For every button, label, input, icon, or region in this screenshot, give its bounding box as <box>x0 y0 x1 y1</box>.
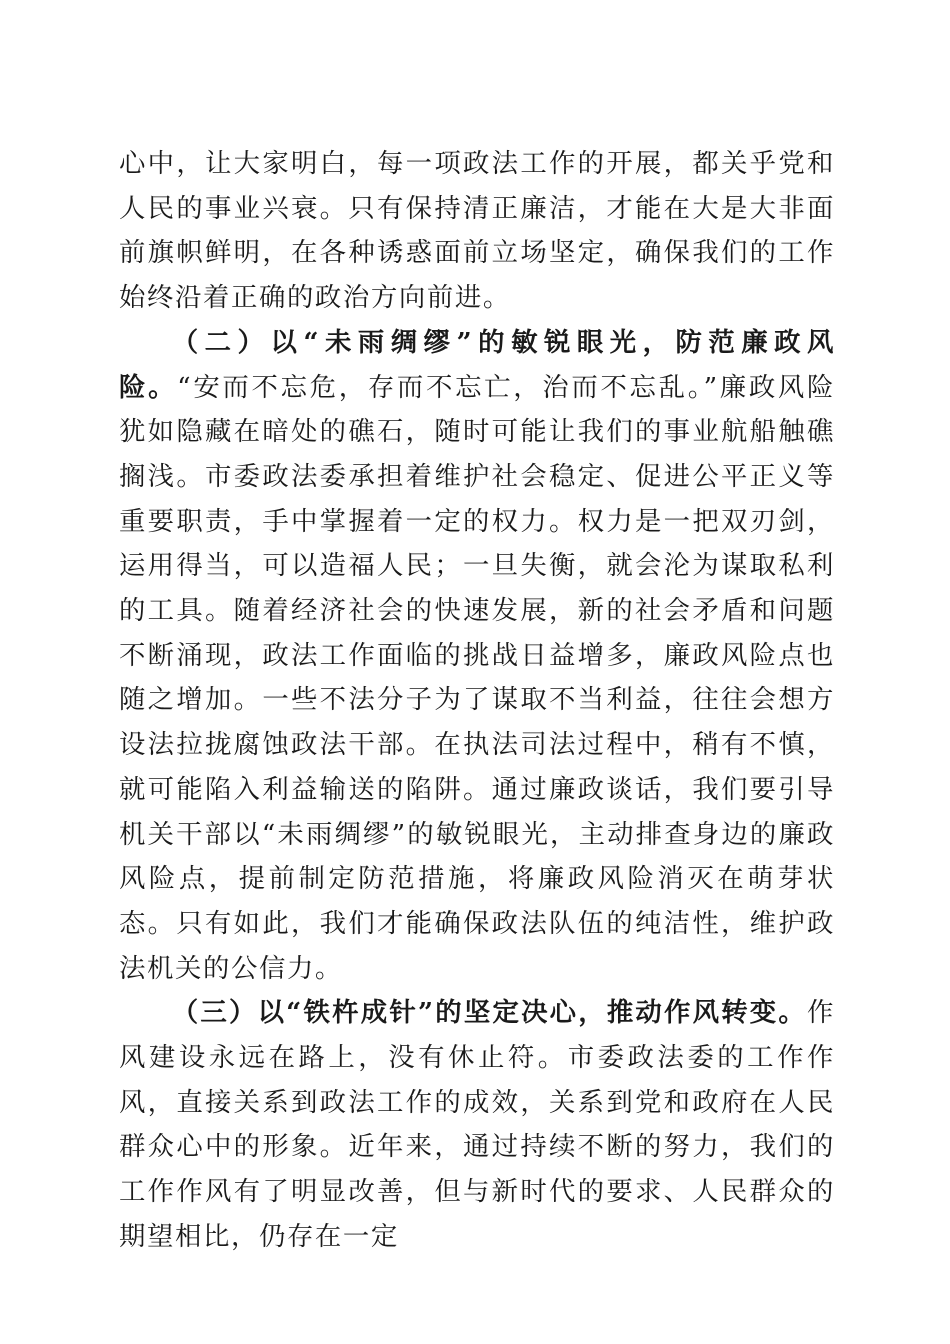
paragraph-text: “安而不忘危，存而不忘亡，治而不忘乱。”廉政风险犹如隐藏在暗处的礁石，随时可能让我们的事业航船触礁搁浅。市委政法委承担着维护社会稳定、促进公平正义等重要职责，手中掌握着一定的权力。权力是一把双刃剑，运用得当，可以造福人民；一旦失衡，就会沦为谋取私利的工具。随着经济社会的快速发展，新的社会矛盾和问题不断涌现，政法工作面临的挑战日益增多，廉政风险点也随之增加。一些不法分子为了谋取不当利益，往往会想方设法拉拢腐蚀政法干部。在执法司法过程中，稍有不慎，就可能陷入利益输送的陷阱。通过廉政谈话，我们要引导机关干部以“未雨绸缪”的敏锐眼光，主动排查身边的廉政风险点，提前制定防范措施，将廉政风险消灭在萌芽状态。只有如此，我们才能确保政法队伍的纯洁性，维护政法机关的公信力。 <box>119 371 836 984</box>
paragraph-text: 作风建设永远在路上，没有休止符。市委政法委的工作作风，直接关系到政法工作的成效，关系到党和政府在人民群众心中的形象。近年来，通过持续不断的努力，我们的工作作风有了明显改善，但与新时代的要求、人民群众的期望相比，仍存在一定 <box>119 997 835 1252</box>
paragraph-section-3 <box>119 991 835 1259</box>
paragraph-text: 心中，让大家明白，每一项政法工作的开展，都关乎党和人民的事业兴衰。只有保持清正廉洁，才能在大是大非面前旗帜鲜明，在各种诱惑面前立场坚定，确保我们的工作始终沿着正确的政治方向前进。 <box>119 148 835 314</box>
section-heading-2: （二）以“未雨绸缪”的敏锐眼光，防范廉政风险。 <box>119 326 835 403</box>
document-body <box>119 142 835 1260</box>
section-heading-3: （三）以“铁杵成针”的坚定决心，推动作风转变。 <box>171 997 807 1029</box>
paragraph-section-2 <box>119 321 835 992</box>
paragraph-continuation <box>119 142 835 321</box>
